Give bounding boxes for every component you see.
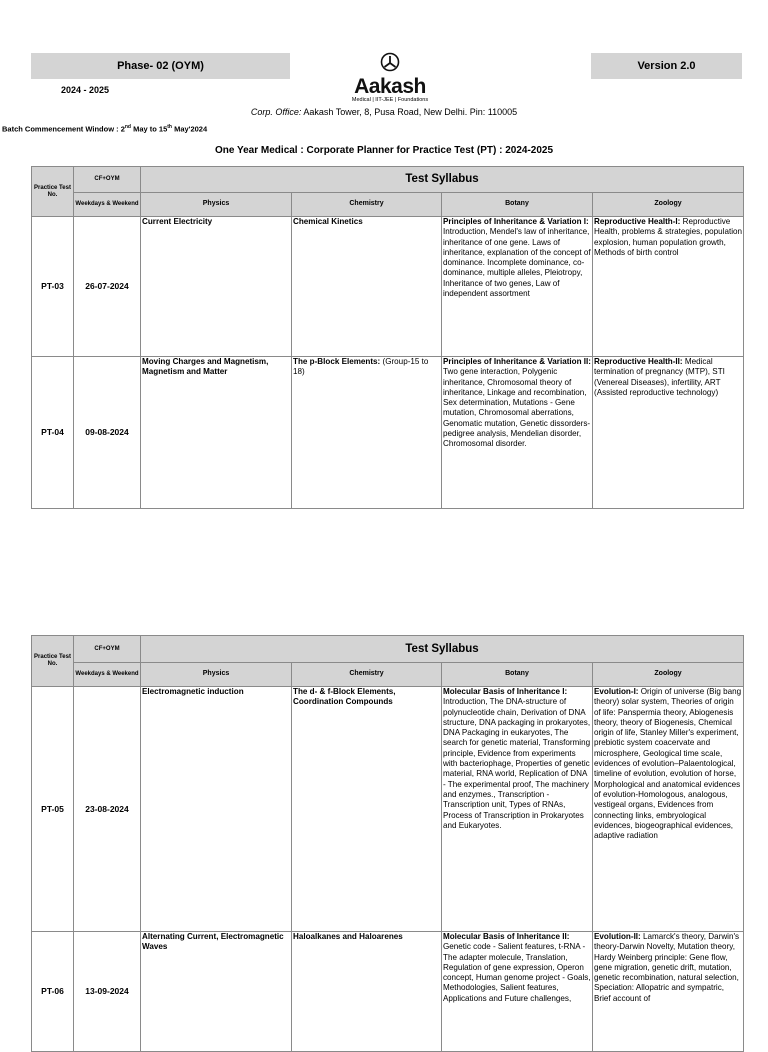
planner-title: One Year Medical : Corporate Planner for Practice Test (PT) : 2024-2025 [214, 145, 554, 156]
header-zoology: Zoology [593, 193, 744, 217]
batch-suffix: May'2024 [171, 124, 208, 134]
corp-office-line [0, 107, 768, 117]
chemistry-cell [292, 687, 442, 932]
header-chemistry: Chemistry [292, 663, 442, 687]
batch-window [2, 124, 207, 134]
zoology-topic: Evolution-II: [594, 932, 641, 941]
date-cell: 26-07-2024 [74, 217, 141, 357]
aakash-logo [340, 52, 440, 102]
table-row [32, 932, 744, 1052]
batch-prefix: Batch Commencement Window : 2 [2, 124, 125, 134]
botany-cell [442, 357, 593, 509]
phase-label: Phase- 02 (OYM) [31, 53, 290, 79]
botany-topic: Molecular Basis of Inheritance II: [443, 932, 570, 941]
test-no-cell: PT-05 [32, 687, 74, 932]
chemistry-topic: Haloalkanes and Haloarenes [293, 932, 403, 941]
physics-cell: Electromagnetic induction [141, 687, 292, 932]
header-practice-test-no: Practice Test No. [32, 636, 74, 687]
corp-office-label: Corp. Office: [250, 107, 302, 117]
logo-name: Aakash [354, 75, 426, 98]
chemistry-detail: (Group-15 to 18) [293, 357, 429, 377]
batch-sup-1: nd [124, 124, 131, 130]
corp-office-address: Aakash Tower, 8, Pusa Road, New Delhi. Pin: 110005 [303, 107, 518, 117]
batch-sup-2: th [167, 124, 172, 130]
header-zoology: Zoology [593, 663, 744, 687]
header-weekdays: Weekdays & Weekend [74, 193, 141, 217]
zoology-cell [593, 687, 744, 932]
version-label: Version 2.0 [591, 53, 742, 79]
header-cf-oym: CF+OYM [74, 636, 141, 663]
physics-cell: Current Electricity [141, 217, 292, 357]
botany-cell [442, 932, 593, 1052]
zoology-topic: Evolution-I: [594, 687, 639, 696]
botany-cell [442, 687, 593, 932]
chemistry-topic: The p-Block Elements: [293, 357, 381, 366]
zoology-detail: Medical termination of pregnancy (MTP), STI (Venereal Diseases), infertility, ART (Assisted reproductive technology) [594, 357, 725, 397]
header-chemistry: Chemistry [292, 193, 442, 217]
zoology-detail: Origin of universe (Big bang theory) solar system, Theories of origin of life: Panspermia theory, Abiogenesis theory, theory of Biogenesis, Chemical origin of life, Stanley Miller's experiment, prebiotic system coacervate and microsphere, Geological time scale, evidences of evolution–Palaentological, timeline of evolution, evolution of horse, Morphological and anatomical evidences of evolution-Homologous, analogous, vestigeal organs, Evidences from connecting links, embryological evidences, biogeographical evidences, adaptive radiation [594, 687, 742, 841]
syllabus-table-1 [31, 166, 744, 509]
test-no-cell: PT-03 [32, 217, 74, 357]
physics-cell: Moving Charges and Magnetism, Magnetism and Matter [141, 357, 292, 509]
chemistry-cell [292, 217, 442, 357]
date-cell: 09-08-2024 [74, 357, 141, 509]
header-botany: Botany [442, 663, 593, 687]
header-practice-test-no: Practice Test No. [32, 167, 74, 217]
zoology-detail: Reproductive Health, problems & strategies, population explosion, human population growth, Methods of birth control [594, 217, 743, 257]
botany-detail: Two gene interaction, Polygenic inheritance, Chromosomal theory of inheritance, Linkage and recombination, Sex determination, Mutations - Gene mutation, Chromosomal aberrations, Genomatic mutation, Genetic dissorders-pedigree analysis, Mendelian disorder, Chromosomal disorder. [443, 367, 591, 449]
table-row [32, 357, 744, 509]
logo-emblem-icon [379, 52, 401, 72]
test-no-cell: PT-04 [32, 357, 74, 509]
botany-topic: Molecular Basis of Inheritance I: [443, 687, 568, 696]
chemistry-topic: The d- & f-Block Elements, Coordination Compounds [293, 687, 396, 707]
botany-cell [442, 217, 593, 357]
zoology-cell [593, 217, 744, 357]
header-botany: Botany [442, 193, 593, 217]
chemistry-cell [292, 357, 442, 509]
date-cell: 23-08-2024 [74, 687, 141, 932]
header-test-syllabus: Test Syllabus [141, 167, 744, 193]
zoology-cell [593, 932, 744, 1052]
botany-topic: Principles of Inheritance & Variation I: [443, 217, 589, 226]
chemistry-topic: Chemical Kinetics [293, 217, 363, 226]
header-cf-oym: CF+OYM [74, 167, 141, 193]
zoology-cell [593, 357, 744, 509]
header-physics: Physics [141, 193, 292, 217]
header-test-syllabus: Test Syllabus [141, 636, 744, 663]
botany-detail: Genetic code - Salient features, t-RNA - The adapter molecule, Translation, Regulation of gene expression, Operon concept, Human genome project - Goals, Methodologies, Salient features, Applications and Future challenges, [443, 942, 591, 1003]
academic-year: 2024 - 2025 [61, 85, 110, 95]
table-row [32, 217, 744, 357]
chemistry-cell [292, 932, 442, 1052]
botany-detail: Introduction, The DNA-structure of polynucleotide chain, Derivation of DNA structure, DNA packaging in prokaryotes, DNA Packaging in eukaryotes, The search for genetic material, Transforming principle, Evidence from experiments with bacteriophage, Properties of genetic material, RNA world, Replication of DNA - The experimental proof, The machinery and enzymes., Transcription - Transcription unit, Types of RNAs, Process of Transcription in Prokaryotes and Eukaryotes. [443, 697, 591, 830]
batch-mid: May to 15 [130, 124, 168, 134]
logo-subtitle: Medical | IIT-JEE | Foundations [351, 97, 429, 103]
botany-detail: Introduction, Mendel's law of inheritance, inheritance of one gene. Laws of inheritance, explanation of the concept of dominance. Incomplete dominance, co-dominance, multiple alleles, Pleiotropy, Inheritance of two genes, Law of independent assortment [443, 227, 591, 299]
header-weekdays: Weekdays & Weekend [74, 663, 141, 687]
zoology-detail: Lamarck's theory, Darwin's theory-Darwin Novelty, Mutation theory, Hardy Weinberg principle: Gene flow, gene migration, genetic drift, mutation, genetic recombination, natural selection, Speciation: Allopatric and sympatric, Brief account of [594, 932, 740, 1003]
test-no-cell: PT-06 [32, 932, 74, 1052]
botany-topic: Principles of Inheritance & Variation II: [443, 357, 591, 366]
physics-cell: Alternating Current, Electromagnetic Waves [141, 932, 292, 1052]
date-cell: 13-09-2024 [74, 932, 141, 1052]
zoology-topic: Reproductive Health-II: [594, 357, 683, 366]
zoology-topic: Reproductive Health-I: [594, 217, 681, 226]
header-physics: Physics [141, 663, 292, 687]
syllabus-table-2 [31, 635, 744, 1052]
table-row [32, 687, 744, 932]
